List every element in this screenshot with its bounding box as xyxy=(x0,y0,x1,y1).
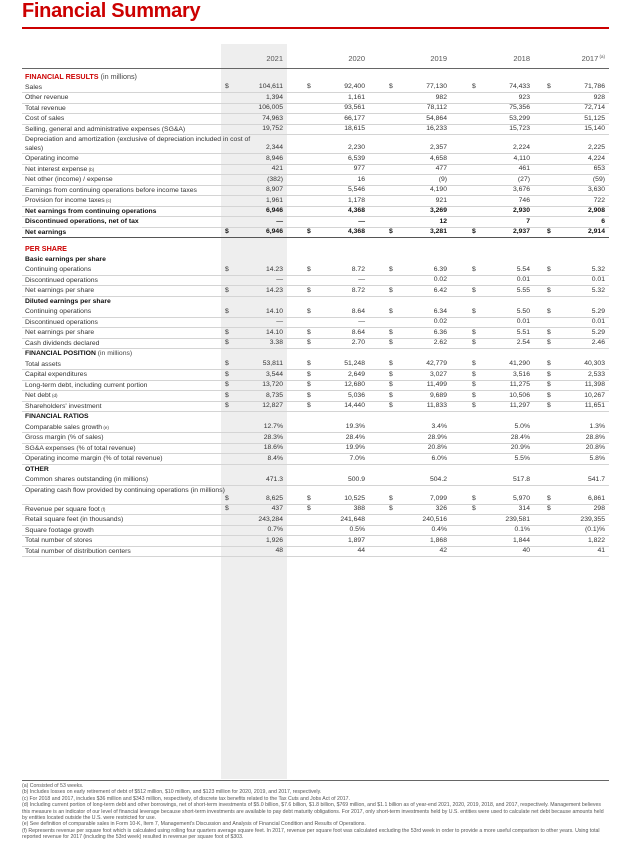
value-cell-2020: $ 2,649 xyxy=(307,370,365,378)
value-cell-2021: $ 13,720 xyxy=(225,381,283,388)
table-row xyxy=(22,93,609,104)
value-cell-2018: $ 5.51 xyxy=(472,328,530,336)
value-cell-2019: $ 3,027 xyxy=(389,370,447,378)
value-cell-2019: (9) xyxy=(438,175,447,183)
value-cell-2018: $ 11,275 xyxy=(472,381,530,388)
value-cell-2017: $ 5.32 xyxy=(547,286,605,294)
row-label: Basic earnings per share xyxy=(25,255,106,263)
row-label: Square footage growth xyxy=(25,526,94,534)
value-cell-2021: 1,926 xyxy=(265,536,283,544)
value-cell-2020: 6,539 xyxy=(347,154,365,162)
table-row xyxy=(22,125,609,136)
year-header-2018: 2018 xyxy=(513,54,530,63)
row-label: Cost of sales xyxy=(25,115,65,122)
row-label: Depreciation and amortization (exclusive of depreciation included in cost of sales) xyxy=(25,136,251,152)
value-cell-2019: 28.9% xyxy=(427,433,447,441)
value-cell-2020: — xyxy=(358,276,365,283)
value-cell-2017: 0.01 xyxy=(591,318,605,325)
table-row xyxy=(22,444,609,455)
row-label: FINANCIAL RATIOS xyxy=(25,413,89,420)
value-cell-2020: $ 14,440 xyxy=(307,402,365,409)
value-cell-2018: $ 2.54 xyxy=(472,339,530,346)
value-cell-2018: $ 5.55 xyxy=(472,286,530,294)
value-cell-2018: $ 5,970 xyxy=(472,494,530,502)
value-cell-2021: $ 14.23 xyxy=(225,265,283,273)
table-row xyxy=(22,104,609,115)
row-label: Operating income xyxy=(25,155,79,162)
value-cell-2019: $ 326 xyxy=(389,505,447,512)
table-row xyxy=(22,547,609,558)
value-cell-2018: 1,844 xyxy=(512,536,530,544)
value-cell-2018: 20.9% xyxy=(510,444,530,451)
value-cell-2018: 0.01 xyxy=(516,276,530,283)
value-cell-2020: 4,368 xyxy=(347,207,365,214)
table-row xyxy=(22,83,609,94)
value-cell-2018: $ 11,297 xyxy=(472,402,530,409)
row-label: Net earnings xyxy=(25,228,67,236)
table-row xyxy=(22,475,609,486)
value-cell-2017: (0.1)% xyxy=(584,526,605,533)
value-cell-2019: 2,357 xyxy=(429,144,447,151)
value-cell-2018: 746 xyxy=(518,196,530,204)
table-row xyxy=(22,207,609,218)
value-cell-2017: $ 2.46 xyxy=(547,339,605,346)
value-cell-2017: $ 2,914 xyxy=(547,228,605,235)
value-cell-2021: 243,284 xyxy=(258,515,283,523)
footnote: (a) Consisted of 53 weeks. xyxy=(22,783,84,789)
page-title: Financial Summary xyxy=(22,0,201,22)
value-cell-2019: 504.2 xyxy=(429,475,447,483)
value-cell-2019: $ 42,779 xyxy=(389,360,447,367)
value-cell-2018: 4,110 xyxy=(513,154,530,162)
value-cell-2018: 75,356 xyxy=(509,104,530,111)
year-header-2020: 2020 xyxy=(348,54,365,63)
value-cell-2019: 42 xyxy=(439,547,447,554)
value-cell-2017: $ 298 xyxy=(547,505,605,512)
year-header-2021: 2021 xyxy=(266,54,283,63)
value-cell-2021: 18.6% xyxy=(263,444,283,451)
value-cell-2017: 2,225 xyxy=(587,144,605,151)
row-label: Continuing operations xyxy=(25,266,92,273)
value-cell-2017: $ 10,267 xyxy=(547,391,605,399)
value-cell-2017: 3,630 xyxy=(587,186,605,193)
table-row xyxy=(22,186,609,197)
table-row xyxy=(22,307,609,318)
value-cell-2021: $ 12,827 xyxy=(225,402,283,409)
value-cell-2020: $ 4,368 xyxy=(307,228,365,235)
row-label: Earnings from continuing operations before income taxes xyxy=(25,186,197,194)
value-cell-2019: 54,864 xyxy=(426,114,447,122)
value-cell-2021: $ 14.10 xyxy=(225,328,283,336)
value-cell-2021: $ 8,735 xyxy=(225,391,283,399)
value-cell-2019: 4,658 xyxy=(429,154,447,162)
row-label: Cash dividends declared xyxy=(25,339,100,347)
row-label: Gross margin (% of sales) xyxy=(25,434,104,441)
value-cell-2017: 28.8% xyxy=(585,433,605,441)
value-cell-2021: 1,961 xyxy=(265,196,283,204)
value-cell-2018: 461 xyxy=(518,165,530,172)
row-label: FINANCIAL POSITION (in millions) xyxy=(25,350,133,357)
value-cell-2020: — xyxy=(358,217,365,225)
table-row xyxy=(22,318,609,329)
table-row xyxy=(22,433,609,444)
value-cell-2020: 18,615 xyxy=(344,125,365,132)
value-cell-2021: $ 3.38 xyxy=(225,339,283,346)
value-cell-2019: 477 xyxy=(435,165,447,172)
table-row xyxy=(22,265,609,276)
table-row xyxy=(22,505,609,516)
value-cell-2020: 0.5% xyxy=(349,526,365,533)
title-divider xyxy=(22,27,609,29)
value-cell-2017: 41 xyxy=(597,547,605,554)
table-row xyxy=(22,196,609,207)
value-cell-2021: 8.4% xyxy=(267,454,283,462)
value-cell-2021: 8,946 xyxy=(265,154,283,162)
row-label: Discontinued operations xyxy=(25,318,98,326)
value-cell-2019: $ 11,499 xyxy=(389,381,447,388)
value-cell-2020: $ 51,248 xyxy=(307,360,365,367)
row-label: Revenue per square foot $^{(f)}$ xyxy=(25,505,106,513)
row-label: Net earnings per share xyxy=(25,287,95,294)
value-cell-2021: 1,394 xyxy=(265,93,283,101)
row-label: Continuing operations xyxy=(25,308,92,315)
table-row xyxy=(22,228,609,239)
row-label: Discontinued operations xyxy=(25,276,98,284)
value-cell-2020: 1,178 xyxy=(347,196,365,204)
value-cell-2019: $ 6.39 xyxy=(389,265,447,273)
value-cell-2021: $ 8,625 xyxy=(225,494,283,502)
value-cell-2017: 2,908 xyxy=(587,207,605,214)
table-row xyxy=(22,454,609,465)
section-heading xyxy=(22,244,609,255)
row-label: Provision for income taxes $^{(c)}$ xyxy=(25,197,112,204)
footnote: (e) See definition of comparable sales in Form 10-K, Item 7, Management's Discussion and Analysis of Financial Condition and Results of Operations. xyxy=(22,821,366,828)
value-cell-2020: $ 12,680 xyxy=(307,381,365,388)
value-cell-2020: $ 8.64 xyxy=(307,307,365,315)
value-cell-2018: 923 xyxy=(518,93,530,101)
value-cell-2019: 240,516 xyxy=(422,515,447,523)
value-cell-2017: 239,355 xyxy=(580,515,605,523)
value-cell-2018: $ 41,290 xyxy=(472,360,530,367)
value-cell-2018: 2,224 xyxy=(512,144,530,151)
row-label: Net debt $^{(d)}$ xyxy=(25,392,58,399)
value-cell-2020: — xyxy=(358,318,365,325)
value-cell-2021: $ 3,544 xyxy=(225,370,283,378)
value-cell-2020: 44 xyxy=(357,547,365,554)
table-row xyxy=(22,486,609,505)
value-cell-2021: — xyxy=(276,276,283,283)
value-cell-2018: 2,930 xyxy=(512,207,530,214)
value-cell-2019: $ 9,689 xyxy=(389,391,447,399)
value-cell-2021: 8,907 xyxy=(265,186,283,193)
table-row xyxy=(22,328,609,339)
value-cell-2019: 12 xyxy=(439,217,447,225)
value-cell-2017: $ 5.29 xyxy=(547,328,605,336)
header-divider xyxy=(22,68,609,69)
value-cell-2021: — xyxy=(276,217,283,225)
value-cell-2021: $ 104,611 xyxy=(225,83,283,90)
footnote: (b) Includes losses on early retirement of debt of $512 million, $10 million, and $123 million for 2020, 2019, and 2017, respectively. xyxy=(22,789,322,796)
table-row xyxy=(22,381,609,392)
row-label: Capital expenditures xyxy=(25,371,87,378)
value-cell-2019: $ 77,130 xyxy=(389,83,447,90)
row-label: Net other (income) / expense xyxy=(25,176,113,183)
value-cell-2020: 977 xyxy=(353,165,365,172)
value-cell-2020: 241,648 xyxy=(340,515,365,523)
value-cell-2019: 3,269 xyxy=(429,207,447,214)
value-cell-2017: 20.8% xyxy=(585,444,605,451)
table-row xyxy=(22,154,609,165)
value-cell-2017: 1,822 xyxy=(587,536,605,544)
value-cell-2018: $ 314 xyxy=(472,505,530,512)
value-cell-2020: $ 92,400 xyxy=(307,83,365,90)
value-cell-2017: $ 11,398 xyxy=(547,381,605,388)
value-cell-2018: 28.4% xyxy=(510,433,530,441)
table-row xyxy=(22,135,609,154)
value-cell-2021: 471.3 xyxy=(265,475,283,483)
value-cell-2017: $ 5.29 xyxy=(547,307,605,315)
row-label: Total number of distribution centers xyxy=(25,547,131,555)
value-cell-2018: $ 74,433 xyxy=(472,83,530,90)
value-cell-2018: $ 2,937 xyxy=(472,228,530,235)
value-cell-2021: 74,963 xyxy=(262,114,283,122)
value-cell-2019: $ 11,833 xyxy=(389,402,447,409)
value-cell-2019: 20.8% xyxy=(427,444,447,451)
value-cell-2021: 2,344 xyxy=(265,144,283,151)
table-row xyxy=(22,423,609,434)
value-cell-2018: $ 3,516 xyxy=(472,370,530,378)
value-cell-2020: $ 8.72 xyxy=(307,286,365,294)
value-cell-2017: $ 6,861 xyxy=(547,494,605,502)
value-cell-2017: $ 40,303 xyxy=(547,360,605,367)
value-cell-2020: 5,546 xyxy=(347,186,365,193)
value-cell-2019: 982 xyxy=(435,93,447,101)
value-cell-2017: 928 xyxy=(593,93,605,101)
value-cell-2019: 921 xyxy=(435,196,447,204)
value-cell-2019: 78,112 xyxy=(426,104,447,111)
table-row xyxy=(22,515,609,526)
value-cell-2020: $ 10,525 xyxy=(307,494,365,502)
value-cell-2017: 72,714 xyxy=(584,104,605,111)
value-cell-2019: 0.02 xyxy=(433,318,447,325)
value-cell-2021: 28.3% xyxy=(263,433,283,441)
row-label: Shareholders' investment xyxy=(25,402,102,410)
value-cell-2018: $ 10,506 xyxy=(472,391,530,399)
value-cell-2017: $ 11,651 xyxy=(547,402,605,409)
value-cell-2018: 239,581 xyxy=(505,515,530,523)
value-cell-2019: $ 6.36 xyxy=(389,328,447,336)
value-cell-2018: $ 5.54 xyxy=(472,265,530,273)
section-heading xyxy=(22,465,609,476)
table-row xyxy=(22,286,609,297)
value-cell-2021: (382) xyxy=(267,175,283,183)
value-cell-2018: 0.1% xyxy=(514,526,530,533)
value-cell-2018: $ 5.50 xyxy=(472,307,530,315)
value-cell-2017: 4,224 xyxy=(587,154,605,162)
row-label: OTHER xyxy=(25,465,49,473)
value-cell-2018: 15,723 xyxy=(509,125,530,132)
table-row xyxy=(22,339,609,350)
value-cell-2019: $ 6.42 xyxy=(389,286,447,294)
value-cell-2018: 0.01 xyxy=(516,318,530,325)
table-row xyxy=(22,536,609,547)
value-cell-2021: 106,005 xyxy=(258,104,283,111)
row-label: Selling, general and administrative expenses (SG&A) xyxy=(25,125,186,133)
value-cell-2021: $ 14.10 xyxy=(225,307,283,315)
value-cell-2020: 93,561 xyxy=(344,104,365,111)
value-cell-2018: 53,299 xyxy=(509,114,530,122)
value-cell-2018: 7 xyxy=(526,217,530,225)
value-cell-2020: 1,897 xyxy=(347,536,365,544)
value-cell-2020: 2,230 xyxy=(347,144,365,151)
value-cell-2019: $ 7,099 xyxy=(389,494,447,502)
row-label: Comparable sales growth $^{(e)}$ xyxy=(25,423,109,431)
financial-table xyxy=(22,72,609,557)
value-cell-2018: 5.5% xyxy=(514,454,530,462)
table-row xyxy=(22,217,609,228)
footnote: (f) Represents revenue per square foot which is calculated using rolling four quarters average square feet. In 2017, revenue per square foot was calculated excluding the 53rd week in order to provide a more useful comparison to other years. Using total reported revenue for 2017 (including the 53rd week) resulted in revenue per square foot of $303. xyxy=(22,827,600,841)
footnotes xyxy=(22,783,609,841)
footnote: (d) Including current portion of long-term debt and other borrowings, net of short-term investments of $5.0 billion, $7.6 billion, $1.8 billion, $769 million, and $1.1 billion as of year-end 2021, 2020, 2019, 2018, and 2017, respectively. Management believes this measure is an indicator of our level of financial leverage because short-term investments are available to pay debt maturity obligations. For 2017, only short-term investments held by U.S. entities were used to calculate net debt because amounts held by entities located outside the U.S. were restricted for use. xyxy=(22,802,604,822)
value-cell-2018: 517.8 xyxy=(512,475,530,483)
value-cell-2018: 5.0% xyxy=(514,423,530,430)
row-label: Sales xyxy=(25,83,43,91)
row-label: FINANCIAL RESULTS (in millions) xyxy=(25,72,137,81)
value-cell-2020: 19.9% xyxy=(345,444,365,451)
value-cell-2019: 1,868 xyxy=(429,536,447,544)
row-label: Other revenue xyxy=(25,94,69,101)
row-label: Diluted earnings per share xyxy=(25,297,111,305)
value-cell-2020: 66,177 xyxy=(344,114,365,122)
value-cell-2017: 653 xyxy=(593,165,605,172)
value-cell-2019: 3.4% xyxy=(431,423,447,430)
value-cell-2020: 28.4% xyxy=(345,433,365,441)
value-cell-2017: 722 xyxy=(593,196,605,204)
value-cell-2021: $ 53,811 xyxy=(225,360,283,367)
value-cell-2017: 541.7 xyxy=(587,475,605,483)
table-row xyxy=(22,175,609,186)
value-cell-2021: $ 14.23 xyxy=(225,286,283,294)
table-row xyxy=(22,276,609,287)
section-heading xyxy=(22,412,609,423)
value-cell-2017: 15,140 xyxy=(584,125,605,132)
footnote: (c) For 2018 and 2017, includes $36 million and $343 million, respectively, of discrete tax benefits related to the Tax Cuts and Jobs Act of 2017. xyxy=(22,795,350,802)
row-label: Retail square feet (in thousands) xyxy=(25,516,124,523)
table-row xyxy=(22,114,609,125)
value-cell-2017: 5.8% xyxy=(589,454,605,462)
year-header-2017: 2017 $^{(a)}$ xyxy=(581,54,605,63)
value-cell-2020: 1,161 xyxy=(347,93,365,101)
row-label: Total number of stores xyxy=(25,537,93,544)
value-cell-2020: $ 8.72 xyxy=(307,265,365,273)
value-cell-2021: $ 6,946 xyxy=(225,228,283,235)
value-cell-2018: 3,676 xyxy=(512,186,530,193)
row-label: SG&A expenses (% of total revenue) xyxy=(25,444,136,452)
table-row xyxy=(22,526,609,537)
table-row xyxy=(22,360,609,371)
value-cell-2021: — xyxy=(276,318,283,325)
row-label: Operating cash flow provided by continuing operations (in millions) xyxy=(25,486,225,494)
value-cell-2020: 7.0% xyxy=(349,454,365,462)
value-cell-2020: $ 2.70 xyxy=(307,339,365,346)
value-cell-2019: $ 2.62 xyxy=(389,339,447,346)
row-label: Net interest expense $^{(b)}$ xyxy=(25,165,95,173)
value-cell-2017: 0.01 xyxy=(591,276,605,283)
value-cell-2019: 0.02 xyxy=(433,276,447,283)
value-cell-2017: 51,125 xyxy=(584,114,605,122)
section-heading xyxy=(22,72,609,83)
value-cell-2020: 500.9 xyxy=(347,475,365,483)
value-cell-2021: 0.7% xyxy=(267,526,283,533)
value-cell-2020: 19.3% xyxy=(345,423,365,430)
value-cell-2021: 19,752 xyxy=(262,125,283,132)
value-cell-2019: 16,233 xyxy=(426,125,447,132)
row-label: Total revenue xyxy=(25,104,66,112)
value-cell-2017: 6 xyxy=(601,217,605,225)
table-row xyxy=(22,402,609,413)
value-cell-2017: (59) xyxy=(592,175,605,183)
value-cell-2017: $ 71,786 xyxy=(547,83,605,90)
row-label: Common shares outstanding (in millions) xyxy=(25,476,149,483)
value-cell-2021: 421 xyxy=(271,165,283,172)
year-header-row xyxy=(22,54,609,68)
row-label: Net earnings per share xyxy=(25,329,95,336)
value-cell-2021: $ 437 xyxy=(225,505,283,512)
footnote-divider xyxy=(22,780,609,781)
value-cell-2019: $ 3,281 xyxy=(389,228,447,235)
value-cell-2017: $ 5.32 xyxy=(547,265,605,273)
value-cell-2019: $ 6.34 xyxy=(389,307,447,315)
value-cell-2017: $ 2,533 xyxy=(547,370,605,378)
value-cell-2018: (27) xyxy=(517,175,530,183)
section-heading xyxy=(22,349,609,360)
value-cell-2020: $ 5,036 xyxy=(307,391,365,399)
value-cell-2020: $ 388 xyxy=(307,505,365,512)
value-cell-2021: 12.7% xyxy=(263,423,283,430)
value-cell-2020: 16 xyxy=(357,175,365,183)
value-cell-2020: $ 8.64 xyxy=(307,328,365,336)
value-cell-2021: 48 xyxy=(275,547,283,554)
year-header-2019: 2019 xyxy=(430,54,447,63)
row-label: Long-term debt, including current portion xyxy=(25,381,148,389)
row-label: Net earnings from continuing operations xyxy=(25,207,157,215)
value-cell-2019: 6.0% xyxy=(431,454,447,462)
section-heading xyxy=(22,255,609,266)
table-row xyxy=(22,391,609,402)
row-label: PER SHARE xyxy=(25,244,67,253)
value-cell-2017: 1.3% xyxy=(589,423,605,430)
value-cell-2021: 6,946 xyxy=(265,207,283,214)
table-row xyxy=(22,165,609,176)
value-cell-2019: 4,190 xyxy=(429,186,447,193)
section-heading xyxy=(22,297,609,308)
row-label: Total assets xyxy=(25,360,61,368)
value-cell-2018: 40 xyxy=(522,547,530,554)
value-cell-2019: 0.4% xyxy=(431,526,447,533)
table-row xyxy=(22,370,609,381)
row-label: Discontinued operations, net of tax xyxy=(25,218,139,225)
row-label: Operating income margin (% of total revenue) xyxy=(25,455,163,462)
